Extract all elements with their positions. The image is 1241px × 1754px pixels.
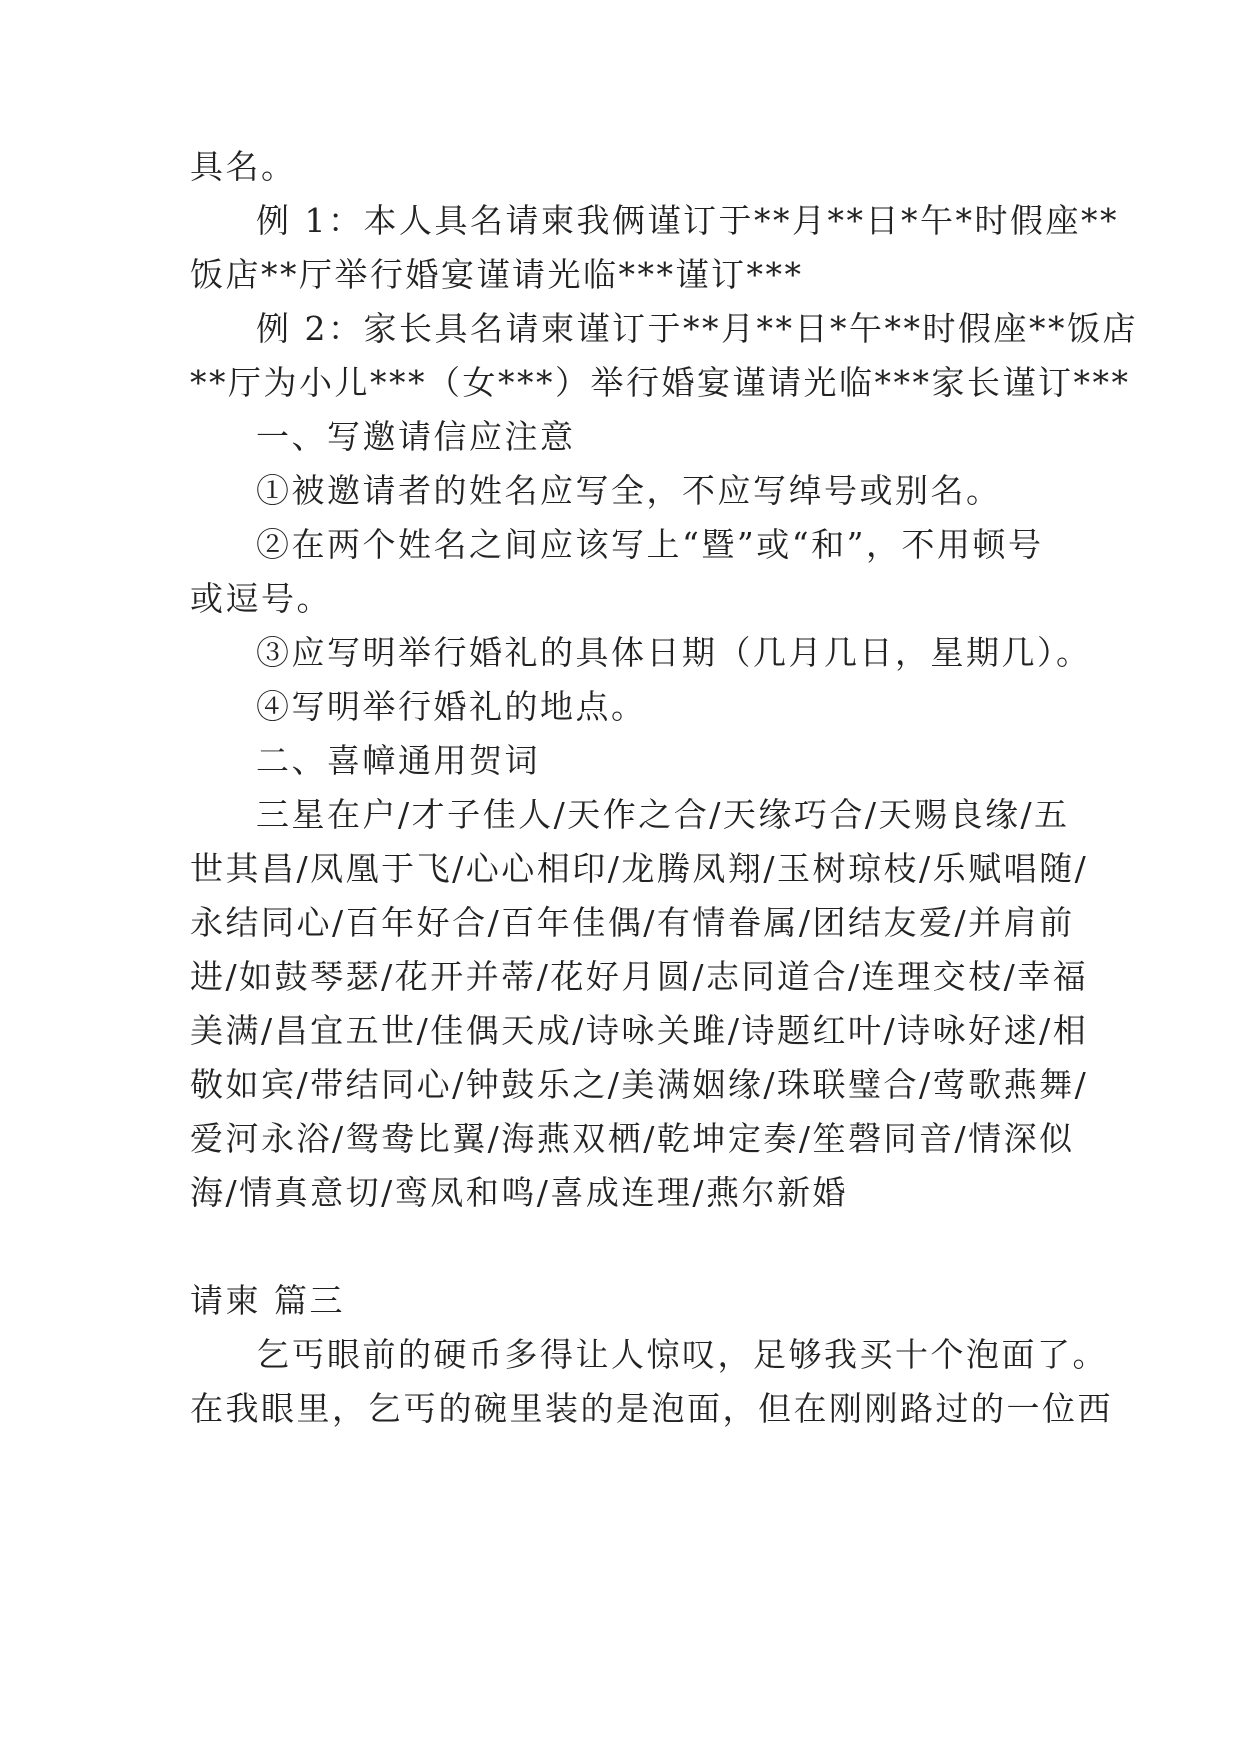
text-line: ①被邀请者的姓名应写全，不应写绰号或别名。: [256, 471, 1002, 510]
text-line: 爱河永浴/鸳鸯比翼/海燕双栖/乾坤定奏/笙磬同音/情深似: [190, 1119, 1075, 1158]
text-line: 例 2：家长具名请柬谨订于**月**日*午**时假座**饭店: [256, 309, 1138, 348]
text-line: 或逗号。: [190, 579, 332, 618]
text-line: **厅为小儿***（女***）举行婚宴谨请光临***家长谨订***: [190, 363, 1131, 402]
section-title: 请柬 篇三: [190, 1281, 345, 1320]
section-heading: 二、喜幛通用贺词: [256, 741, 540, 780]
text-line: 进/如鼓琴瑟/花开并蒂/花好月圆/志同道合/连理交枝/幸福: [190, 957, 1089, 996]
text-line: 世其昌/凤凰于飞/心心相印/龙腾凤翔/玉树琼枝/乐赋唱随/: [190, 849, 1089, 888]
text-line: ④写明举行婚礼的地点。: [256, 687, 647, 726]
section-heading: 一、写邀请信应注意: [256, 417, 576, 456]
text-line: ②在两个姓名之间应该写上“暨”或“和”，不用顿号: [256, 525, 1044, 564]
text-line: 敬如宾/带结同心/钟鼓乐之/美满姻缘/珠联璧合/莺歌燕舞/: [190, 1065, 1089, 1104]
text-line: 三星在户/才子佳人/天作之合/天缘巧合/天赐良缘/五: [256, 795, 1070, 834]
text-line: 饭店**厅举行婚宴谨请光临***谨订***: [190, 255, 804, 294]
text-line: 例 1：本人具名请柬我俩谨订于**月**日*午*时假座**: [256, 201, 1119, 240]
text-line: 美满/昌宜五世/佳偶天成/诗咏关雎/诗题红叶/诗咏好逑/相: [190, 1011, 1089, 1050]
text-line: 乞丐眼前的硬币多得让人惊叹，足够我买十个泡面了。: [256, 1335, 1108, 1374]
text-line: ③应写明举行婚礼的具体日期（几月几日，星期几）。: [256, 633, 1092, 672]
text-line: 在我眼里，乞丐的碗里装的是泡面，但在刚刚路过的一位西: [190, 1389, 1113, 1428]
text-line: 具名。: [190, 147, 297, 186]
text-line: 海/情真意切/鸾凤和鸣/喜成连理/燕尔新婚: [190, 1173, 848, 1212]
text-line: 永结同心/百年好合/百年佳偶/有情眷属/团结友爱/并肩前: [190, 903, 1075, 942]
